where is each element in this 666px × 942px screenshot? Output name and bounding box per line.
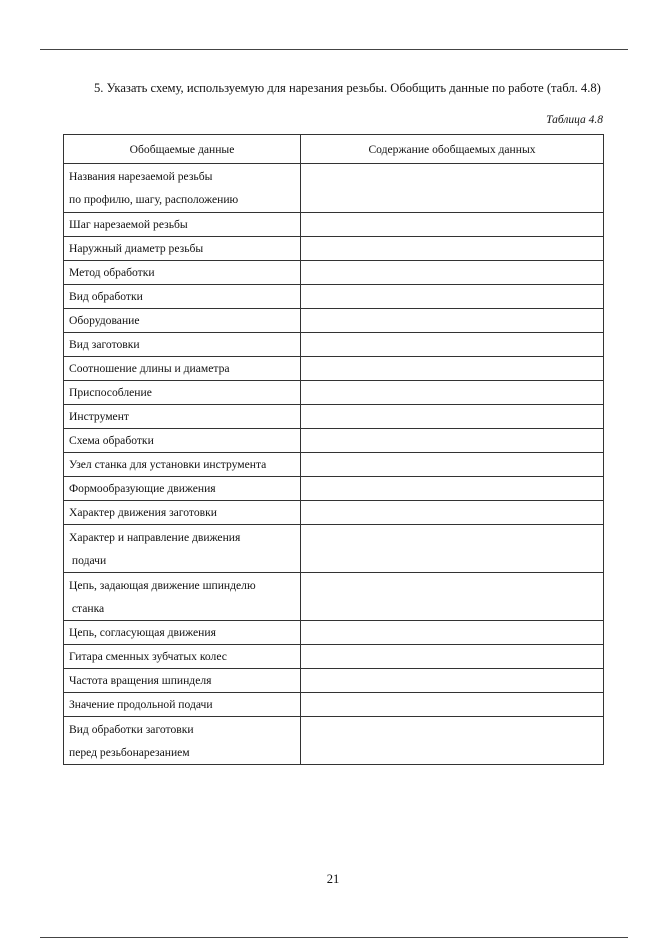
column-header-data: Обобщаемые данные bbox=[64, 135, 301, 164]
content-cell[interactable] bbox=[301, 381, 604, 405]
parameter-cell bbox=[64, 357, 301, 381]
table-row bbox=[64, 405, 604, 429]
table-row bbox=[64, 573, 604, 621]
parameter-label-line: Характер и направление движения bbox=[69, 530, 241, 544]
content-cell[interactable] bbox=[301, 237, 604, 261]
table-row bbox=[64, 477, 604, 501]
table-row bbox=[64, 381, 604, 405]
content-cell[interactable] bbox=[301, 501, 604, 525]
parameter-label-line: Соотношение длины и диаметра bbox=[69, 362, 230, 375]
content-cell[interactable] bbox=[301, 645, 604, 669]
summary-table bbox=[63, 134, 604, 765]
table-row bbox=[64, 213, 604, 237]
table-row bbox=[64, 164, 604, 213]
table-row bbox=[64, 693, 604, 717]
parameter-label-line: Наружный диаметр резьбы bbox=[69, 242, 204, 255]
parameter-cell bbox=[64, 333, 301, 357]
parameter-cell bbox=[64, 453, 301, 477]
table-header-row bbox=[64, 135, 604, 164]
parameter-cell bbox=[64, 621, 301, 645]
parameter-cell bbox=[64, 164, 301, 213]
parameter-cell bbox=[64, 525, 301, 573]
table-row bbox=[64, 261, 604, 285]
content-cell[interactable] bbox=[301, 333, 604, 357]
table-row bbox=[64, 453, 604, 477]
parameter-cell bbox=[64, 573, 301, 621]
parameter-label-line: Схема обработки bbox=[69, 434, 154, 447]
content-cell[interactable] bbox=[301, 405, 604, 429]
table-row bbox=[64, 333, 604, 357]
parameter-cell bbox=[64, 429, 301, 453]
table-row bbox=[64, 621, 604, 645]
parameter-label-line: Формообразующие движения bbox=[69, 482, 216, 495]
content-cell[interactable] bbox=[301, 453, 604, 477]
content-cell[interactable] bbox=[301, 669, 604, 693]
content-cell[interactable] bbox=[301, 525, 604, 573]
table-row bbox=[64, 309, 604, 333]
parameter-label-line: Вид обработки bbox=[69, 290, 143, 303]
parameter-label-line: подачи bbox=[69, 553, 107, 567]
table-row bbox=[64, 285, 604, 309]
parameter-label-line: Приспособление bbox=[69, 386, 152, 399]
parameter-cell bbox=[64, 261, 301, 285]
parameter-label-line: Вид заготовки bbox=[69, 338, 140, 351]
parameter-label-line: Шаг нарезаемой резьбы bbox=[69, 218, 188, 231]
table-row bbox=[64, 525, 604, 573]
content-cell[interactable] bbox=[301, 429, 604, 453]
parameter-cell bbox=[64, 477, 301, 501]
task-instruction: 5. Указать схему, используемую для нарезания резьбы. Обобщить данные по работе (табл. 4.8) bbox=[94, 81, 601, 95]
parameter-cell bbox=[64, 285, 301, 309]
content-cell[interactable] bbox=[301, 285, 604, 309]
parameter-label-line: по профилю, шагу, расположению bbox=[69, 193, 239, 206]
footer-rule bbox=[40, 937, 628, 938]
parameter-label-line: Цепь, согласующая движения bbox=[69, 626, 216, 639]
parameter-label-line: Гитара сменных зубчатых колес bbox=[69, 650, 227, 663]
table-row bbox=[64, 501, 604, 525]
page-number: 21 bbox=[326, 872, 340, 886]
content-cell[interactable] bbox=[301, 164, 604, 213]
parameter-cell bbox=[64, 405, 301, 429]
parameter-cell bbox=[64, 693, 301, 717]
content-cell[interactable] bbox=[301, 573, 604, 621]
parameter-cell bbox=[64, 213, 301, 237]
content-cell[interactable] bbox=[301, 309, 604, 333]
parameter-label-line: Метод обработки bbox=[69, 266, 155, 279]
parameter-label-line: Значение продольной подачи bbox=[69, 698, 213, 711]
table-row bbox=[64, 645, 604, 669]
parameter-label-line: Характер движения заготовки bbox=[69, 506, 217, 519]
content-cell[interactable] bbox=[301, 693, 604, 717]
parameter-cell bbox=[64, 381, 301, 405]
parameter-label-line: Названия нарезаемой резьбы bbox=[69, 170, 213, 183]
parameter-cell bbox=[64, 669, 301, 693]
parameter-cell bbox=[64, 237, 301, 261]
parameter-cell bbox=[64, 309, 301, 333]
table-body bbox=[64, 164, 604, 765]
parameter-label-line: станка bbox=[69, 601, 105, 615]
parameter-cell bbox=[64, 717, 301, 765]
table-row bbox=[64, 357, 604, 381]
header-rule bbox=[40, 49, 628, 50]
content-cell[interactable] bbox=[301, 261, 604, 285]
column-header-content: Содержание обобщаемых данных bbox=[301, 135, 604, 164]
table-row bbox=[64, 237, 604, 261]
parameter-cell bbox=[64, 501, 301, 525]
parameter-label-line: перед резьбонарезанием bbox=[69, 745, 190, 759]
parameter-cell bbox=[64, 645, 301, 669]
parameter-label-line: Оборудование bbox=[69, 314, 140, 327]
content-cell[interactable] bbox=[301, 621, 604, 645]
content-cell[interactable] bbox=[301, 357, 604, 381]
content-cell[interactable] bbox=[301, 477, 604, 501]
parameter-label-line: Частота вращения шпинделя bbox=[69, 674, 212, 687]
table-row bbox=[64, 717, 604, 765]
content-cell[interactable] bbox=[301, 213, 604, 237]
table-row bbox=[64, 669, 604, 693]
parameter-label-line: Вид обработки заготовки bbox=[69, 722, 194, 736]
parameter-label-line: Инструмент bbox=[69, 410, 129, 423]
table-caption: Таблица 4.8 bbox=[546, 114, 603, 126]
parameter-label-line: Узел станка для установки инструмента bbox=[69, 458, 267, 471]
parameter-label-line: Цепь, задающая движение шпинделю bbox=[69, 578, 256, 592]
content-cell[interactable] bbox=[301, 717, 604, 765]
table-row bbox=[64, 429, 604, 453]
